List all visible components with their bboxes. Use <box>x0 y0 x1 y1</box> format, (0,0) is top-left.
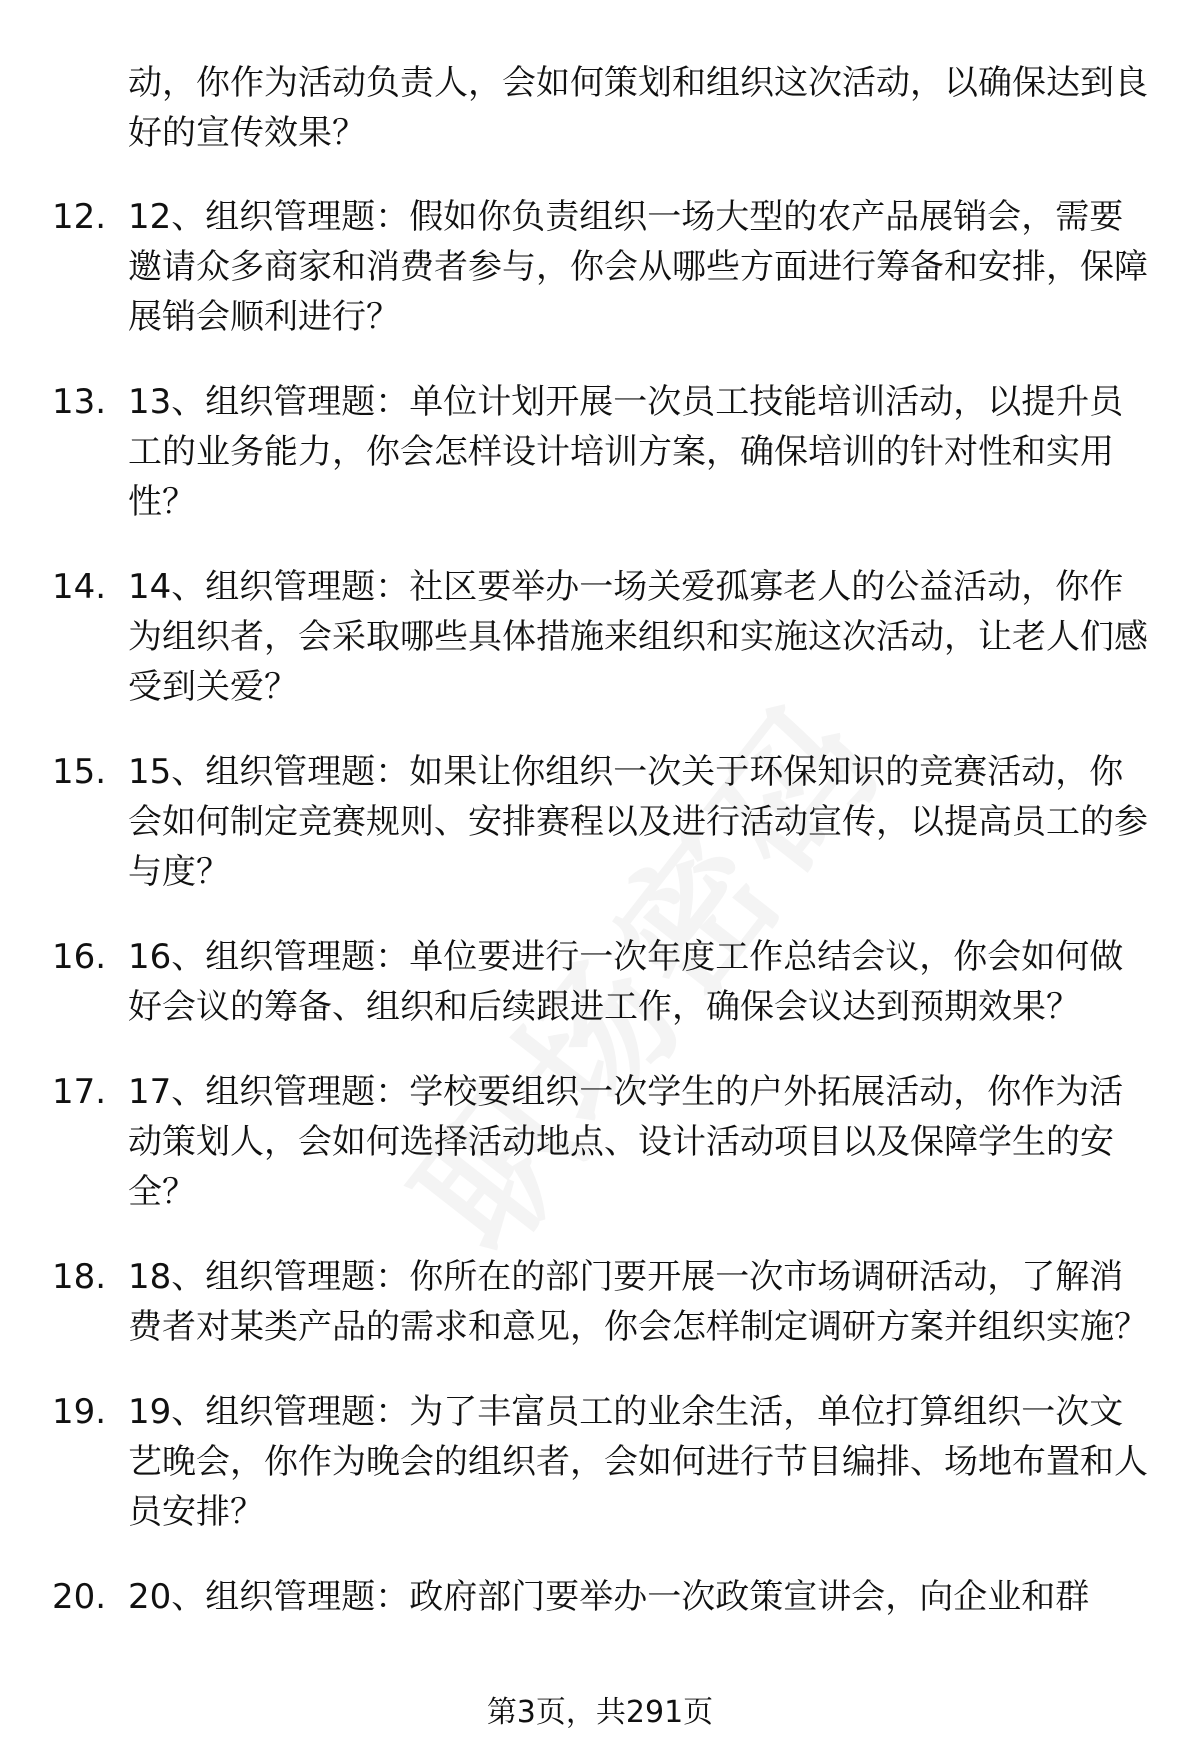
question-text: 14、组织管理题：社区要举办一场关爱孤寡老人的公益活动，你作为组织者，会采取哪些具体措施来组织和实施这次活动，让老人们感受到关爱？ <box>128 567 1148 707</box>
question-item <box>0 1387 1200 1537</box>
question-number: 16. <box>52 937 107 977</box>
question-item <box>0 562 1200 712</box>
question-number: 14. <box>52 567 107 607</box>
question-item <box>0 1067 1200 1217</box>
question-number: 18. <box>52 1257 107 1297</box>
question-text: 16、组织管理题：单位要进行一次年度工作总结会议，你会如何做好会议的筹备、组织和后续跟进工作，确保会议达到预期效果？ <box>128 937 1124 1027</box>
question-number: 17. <box>52 1072 107 1112</box>
question-number: 12. <box>52 197 107 237</box>
question-text: 19、组织管理题：为了丰富员工的业余生活，单位打算组织一次文艺晚会，你作为晚会的组织者，会如何进行节目编排、场地布置和人员安排？ <box>128 1392 1148 1532</box>
question-item <box>0 1252 1200 1352</box>
question-number: 19. <box>52 1392 107 1432</box>
question-text: 17、组织管理题：学校要组织一次学生的户外拓展活动，你作为活动策划人，会如何选择活动地点、设计活动项目以及保障学生的安全？ <box>128 1072 1124 1212</box>
page-content <box>0 58 1200 1657</box>
question-item <box>0 192 1200 342</box>
continued-question-text: 动，你作为活动负责人，会如何策划和组织这次活动，以确保达到良好的宣传效果？ <box>128 63 1148 153</box>
question-number: 13. <box>52 382 107 422</box>
question-text: 18、组织管理题：你所在的部门要开展一次市场调研活动，了解消费者对某类产品的需求和意见，你会怎样制定调研方案并组织实施？ <box>128 1257 1148 1347</box>
question-text: 20、组织管理题：政府部门要举办一次政策宣讲会，向企业和群 <box>128 1577 1090 1617</box>
question-text: 13、组织管理题：单位计划开展一次员工技能培训活动，以提升员工的业务能力，你会怎样设计培训方案，确保培训的针对性和实用性？ <box>128 382 1124 522</box>
question-item <box>0 1572 1200 1622</box>
question-number: 20. <box>52 1577 107 1617</box>
question-text: 15、组织管理题：如果让你组织一次关于环保知识的竞赛活动，你会如何制定竞赛规则、安排赛程以及进行活动宣传，以提高员工的参与度？ <box>128 752 1148 892</box>
question-item <box>0 377 1200 527</box>
question-item <box>0 932 1200 1032</box>
question-number: 15. <box>52 752 107 792</box>
question-item <box>0 747 1200 897</box>
page-footer: 第3页，共291页 <box>486 1695 714 1730</box>
question-list <box>0 192 1200 1622</box>
question-text: 12、组织管理题：假如你负责组织一场大型的农产品展销会，需要邀请众多商家和消费者参与，你会从哪些方面进行筹备和安排，保障展销会顺利进行？ <box>128 197 1148 337</box>
